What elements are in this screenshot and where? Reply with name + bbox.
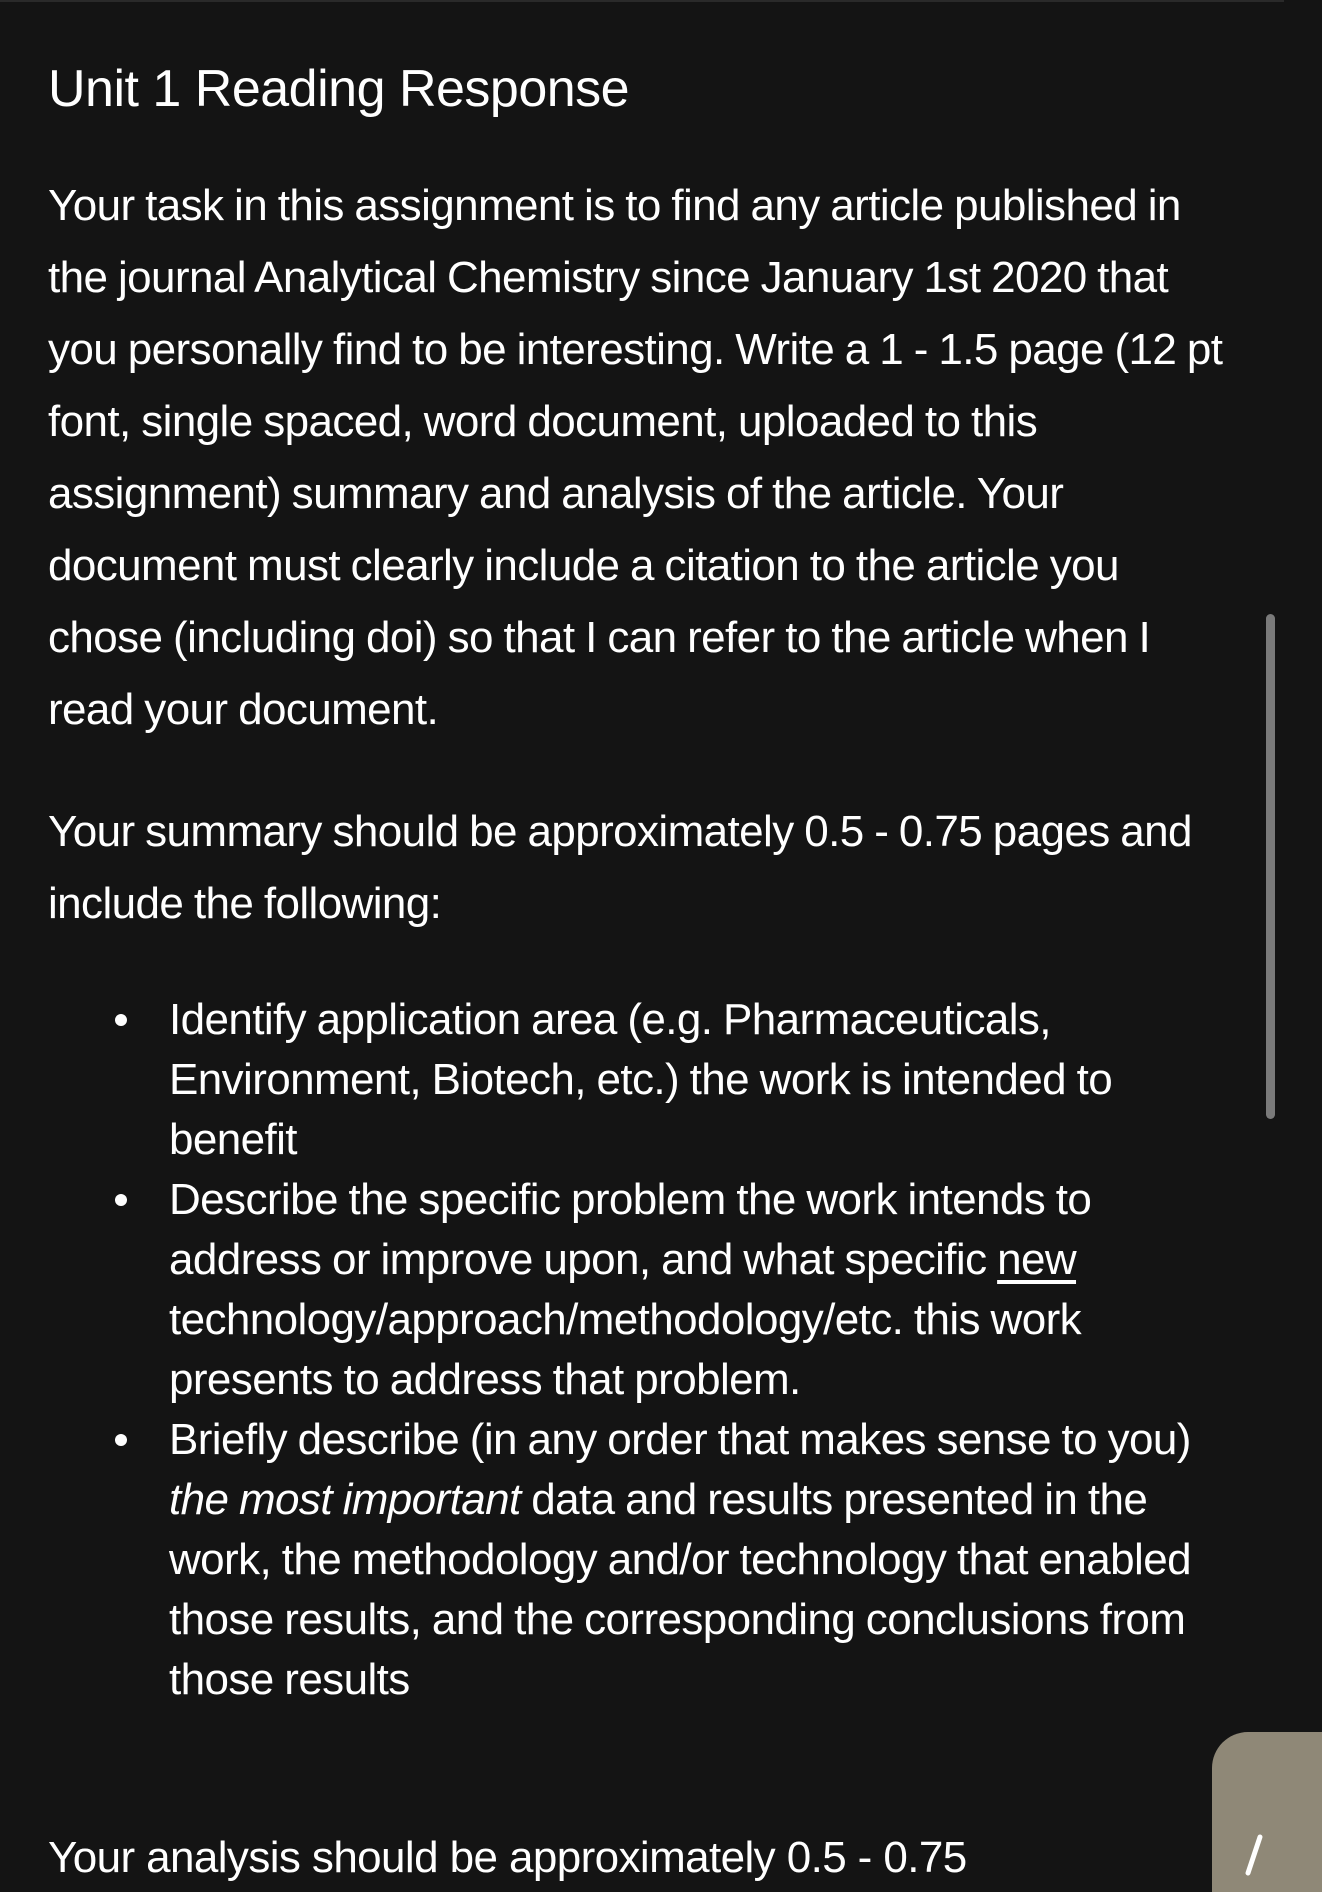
emphasis-new: new <box>997 1235 1077 1284</box>
bullet-icon <box>115 1194 127 1206</box>
requirement-text <box>169 1175 1091 1404</box>
summary-paragraph: Your summary should be approximately 0.5 - 0.75 pages and include the following: <box>48 807 1192 928</box>
requirement-text-start: Describe the specific problem the work intends to address or improve upon, and what specific <box>169 1175 1092 1284</box>
scrollbar-thumb[interactable] <box>1266 614 1275 1119</box>
list-item <box>48 1170 1238 1410</box>
intro-paragraph: Your task in this assignment is to find any article published in the journal Analytical Chemistry since January 1st 2020 that you personally find to be interesting. Write a 1 - 1.5 page (12 pt font, single spaced, word document, uploaded to this assignment) summary and analysis of the article. Your document must clearly include a citation to the article you chose (including doi) so that I can refer to the article when I read your document. <box>48 181 1223 734</box>
cutoff-paragraph: Your analysis should be approximately 0.5 - 0.75 <box>48 1833 967 1882</box>
page-title: Unit 1 Reading Response <box>48 60 630 118</box>
requirement-text <box>169 1415 1191 1704</box>
requirement-text: Identify application area (e.g. Pharmaceuticals, Environment, Biotech, etc.) the work is intended to benefit <box>169 995 1113 1164</box>
bullet-icon <box>115 1434 127 1446</box>
assignment-content <box>48 50 1238 1710</box>
emphasis-most-important: the most important <box>169 1475 521 1524</box>
list-item <box>48 1410 1238 1710</box>
top-border <box>0 0 1284 2</box>
requirement-text-start: Briefly describe (in any order that makes sense to you) <box>169 1415 1191 1464</box>
requirement-text-end: data and results presented in the work, the methodology and/or technology that enabled those results, and the corresponding conclusions from those results <box>169 1475 1191 1704</box>
requirement-text-end: technology/approach/methodology/etc. this work presents to address that problem. <box>169 1295 1082 1404</box>
requirements-list <box>48 990 1238 1710</box>
bullet-icon <box>115 1014 127 1026</box>
list-item <box>48 990 1238 1170</box>
pencil-icon <box>1244 1815 1268 1875</box>
